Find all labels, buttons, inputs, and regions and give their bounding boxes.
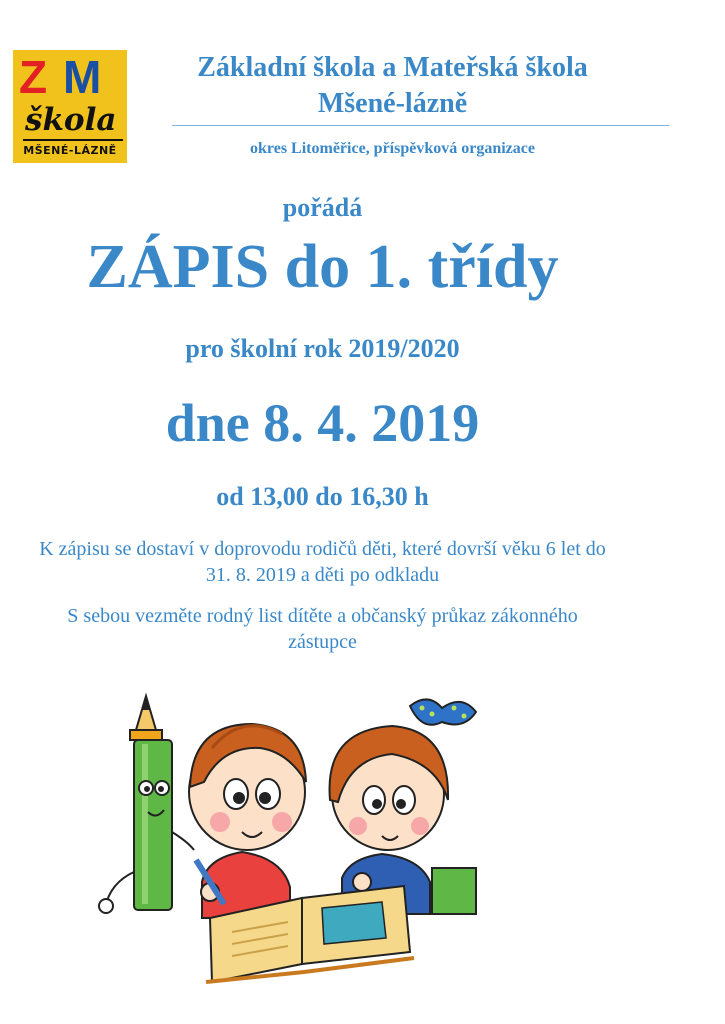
logo-letter-m: M bbox=[63, 51, 102, 103]
logo-letter-z: Z bbox=[19, 51, 46, 103]
school-name-line1: Základní škola a Mateřská škola bbox=[197, 52, 588, 83]
pencil-character-icon bbox=[99, 696, 194, 913]
event-date: dne 8. 4. 2019 bbox=[165, 393, 480, 453]
school-year-text: pro školní rok 2019/2020 bbox=[185, 334, 460, 363]
children-illustration bbox=[92, 682, 512, 988]
logo-underline bbox=[23, 139, 123, 141]
info1-line1: K zápisu se dostaví v doprovodu rodičů děti, které dovrší věku 6 let do bbox=[39, 538, 606, 560]
info-paragraph-2 bbox=[0, 603, 645, 655]
header-divider bbox=[172, 125, 669, 126]
info2-line1: S sebou vezměte rodný list dítěte a občanský průkaz zákonného bbox=[67, 605, 578, 627]
page-title: ZÁPIS do 1. třídy bbox=[86, 233, 559, 301]
info1-line2: 31. 8. 2019 a děti po odkladu bbox=[205, 564, 440, 586]
boy-character-icon bbox=[189, 724, 306, 918]
event-hours: od 13,00 do 16,30 h bbox=[216, 482, 429, 511]
info-paragraph-1 bbox=[0, 536, 645, 588]
district-text: okres Litoměřice, příspěvková organizace bbox=[250, 140, 535, 157]
school-name bbox=[140, 50, 645, 122]
girl-character-icon bbox=[330, 699, 476, 914]
intro-text: pořádá bbox=[282, 193, 363, 222]
school-name-line2: Mšené-lázně bbox=[317, 88, 468, 119]
logo-word: škola bbox=[25, 102, 117, 138]
info2-line2: zástupce bbox=[288, 631, 357, 653]
school-logo bbox=[13, 50, 127, 163]
logo-place: MŠENÉ-LÁZNĚ bbox=[23, 144, 117, 157]
